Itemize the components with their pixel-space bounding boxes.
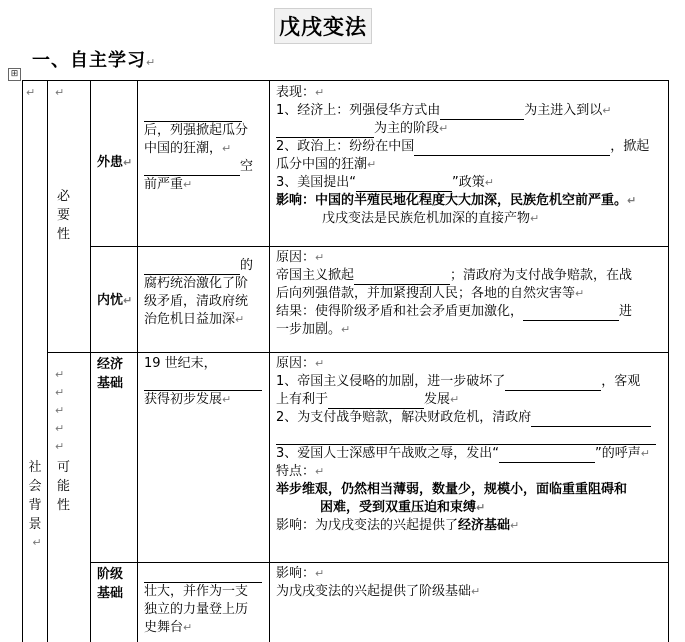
class-base-mid-line1: 壮大，并作为一支: [144, 584, 249, 599]
blank-field[interactable]: [144, 107, 242, 122]
cause-text-1: 帝国主义掀起: [276, 268, 355, 283]
row-class-base-right: [276, 565, 668, 601]
result-text-3: 一步加剧。: [276, 322, 342, 337]
external-threat-mid-line4: 前严重: [144, 177, 184, 192]
paragraph-mark: ↵: [341, 323, 351, 336]
paragraph-mark: ↵: [439, 122, 449, 135]
paragraph-mark: ↵: [55, 422, 65, 435]
col-border-1: [47, 80, 48, 642]
row-economic-base-head: [97, 355, 133, 393]
row-divider-3: [90, 562, 669, 563]
blank-field[interactable]: [144, 161, 240, 176]
section-title: [32, 46, 156, 72]
table-border-top: [22, 80, 669, 81]
external-threat-mid-line1: 后，列强掀起瓜分: [144, 123, 249, 138]
paragraph-mark: ↵: [55, 440, 65, 453]
us-policy-text-2: ”政策: [452, 175, 485, 190]
us-policy-text: 3、美国提出“: [276, 175, 357, 190]
possibility-label: [57, 458, 83, 515]
blank-field[interactable]: [144, 376, 262, 391]
economic-base-mid-line1: 19 世纪末，: [144, 356, 217, 371]
paragraph-mark: ↵: [627, 194, 637, 207]
social-background-chars: 社会背景: [28, 460, 42, 532]
paragraph-mark: ↵: [450, 393, 460, 406]
economic-cause-1b: ，客观: [601, 374, 641, 389]
paragraph-mark: ↵: [315, 465, 325, 478]
economic-cause-3b: ”的呼声: [595, 446, 641, 461]
row-economic-base-middle: [144, 355, 268, 409]
table-move-handle-icon[interactable]: ⊞: [8, 68, 21, 81]
blank-field[interactable]: [276, 123, 374, 138]
blank-field[interactable]: [499, 448, 595, 463]
page-title-text: 戊戌变法: [279, 15, 367, 39]
paragraph-mark: ↵: [367, 158, 377, 171]
manifestation-label: 表现：: [276, 85, 316, 100]
paragraph-mark: ↵: [55, 386, 65, 399]
impact-label: 影响：: [276, 193, 316, 208]
impact-text: 中国的半殖民地化程度大大加深，民族危机空前严重。: [315, 193, 628, 208]
paragraph-mark: ↵: [146, 56, 157, 69]
paragraph-mark: ↵: [510, 519, 520, 532]
row-internal-trouble-middle: [144, 257, 268, 329]
necessity-label: [57, 187, 83, 244]
paragraph-mark: ↵: [183, 178, 193, 191]
blank-field[interactable]: [505, 376, 601, 391]
necessity-text: 必要性: [57, 189, 71, 242]
internal-trouble-mid-line4: 治危机日益加深: [144, 312, 236, 327]
row-internal-trouble-head: [97, 292, 132, 310]
blank-field[interactable]: [356, 177, 452, 192]
blank-field[interactable]: [144, 568, 262, 583]
col-border-3: [137, 80, 138, 642]
internal-trouble-mid-line3: 级矛盾，清政府统: [144, 294, 249, 309]
economic-text-2: 为主进入到以: [524, 103, 603, 118]
page-title: [274, 8, 372, 44]
paragraph-mark: ↵: [484, 176, 494, 189]
row-economic-base-right: [276, 355, 668, 535]
paragraph-mark: ↵: [183, 621, 193, 634]
cause-label: 原因：: [276, 250, 316, 265]
row-external-threat-right: [276, 84, 668, 228]
col-border-4: [269, 80, 270, 642]
paragraph-mark: ↵: [476, 501, 486, 514]
blank-field[interactable]: [276, 430, 656, 445]
paragraph-mark: ↵: [575, 287, 585, 300]
row-external-threat-middle: [144, 104, 268, 194]
row-divider-1: [90, 246, 669, 247]
paragraph-mark: ↵: [55, 368, 65, 381]
paragraph-mark: ↵: [123, 156, 133, 169]
col2-top-marks: [55, 84, 64, 102]
blank-field[interactable]: [523, 306, 619, 321]
cause-text-2: ；清政府为支付战争赔款，在战: [450, 268, 633, 283]
blank-field[interactable]: [440, 105, 524, 120]
feature-label: 特点：: [276, 464, 316, 479]
economic-cause-3: 3、爱国人士深感甲午战败之辱，发出“: [276, 446, 500, 461]
internal-trouble-mid-line1: 的: [240, 258, 254, 273]
cause-text-3: 后向列强借款，并加紧搜刮人民；各地的自然灾害等: [276, 286, 576, 301]
feature-text-1: 举步维艰，仍然相当薄弱，数量少，规模小，面临重重阻碍和: [276, 482, 628, 497]
col-border-0: [22, 80, 23, 642]
col-border-5: [668, 80, 669, 642]
row-external-threat-head: [97, 154, 132, 172]
paragraph-mark: ↵: [315, 86, 325, 99]
paragraph-mark: ↵: [235, 313, 245, 326]
blank-field[interactable]: [328, 394, 424, 409]
impact-note: 戊戌变法是民族危机加深的直接产物: [322, 211, 531, 226]
external-threat-mid-line3: 空: [240, 159, 254, 174]
paragraph-mark: ↵: [222, 393, 232, 406]
economic-base-mid-line3: 获得初步发展: [144, 392, 223, 407]
economic-cause-1c: 上有利于: [276, 392, 329, 407]
paragraph-mark: ↵: [32, 536, 42, 549]
col1-marks: [26, 84, 35, 102]
result-text-2: 进: [619, 304, 633, 319]
paragraph-mark: ↵: [222, 142, 232, 155]
row-divider-2: [47, 352, 669, 353]
blank-field[interactable]: [414, 141, 610, 156]
paragraph-mark: ↵: [530, 212, 540, 225]
paragraph-mark: ↵: [640, 447, 650, 460]
economic-text: 1、经济上：列强侵华方式由: [276, 103, 441, 118]
political-text-3: 瓜分中国的狂潮: [276, 157, 368, 172]
social-background-text: [28, 458, 46, 552]
class-base-mid-line2: 独立的力量登上历: [144, 602, 249, 617]
internal-trouble-label: 内忧: [97, 293, 124, 308]
economic-impact-bold: 经济基础: [458, 518, 511, 533]
paragraph-mark: ↵: [26, 86, 36, 99]
paragraph-mark: ↵: [123, 294, 133, 307]
paragraph-mark: ↵: [315, 251, 325, 264]
class-impact-label: 影响：: [276, 566, 316, 581]
external-threat-mid-line2: 中国的狂潮，: [144, 141, 223, 156]
economic-base-label: 经济基础: [97, 357, 124, 391]
class-base-mid-line3: 史舞台: [144, 620, 184, 635]
external-threat-label: 外患: [97, 155, 124, 170]
class-base-label: 阶级基础: [97, 567, 124, 601]
paragraph-mark: ↵: [602, 104, 612, 117]
feature-text-2: 困难，受到双重压迫和束缚: [320, 500, 477, 515]
cause-label: 原因：: [276, 356, 316, 371]
economic-cause-1d: 发展: [424, 392, 451, 407]
internal-trouble-mid-line2: 腐朽统治激化了阶: [144, 276, 249, 291]
paragraph-mark: ↵: [55, 86, 65, 99]
paragraph-mark: ↵: [471, 585, 481, 598]
blank-field[interactable]: [531, 412, 651, 427]
class-impact-text: 为戊戌变法的兴起提供了阶级基础: [276, 584, 472, 599]
political-text-2: ，掀起: [610, 139, 650, 154]
political-text: 2、政治上：纷纷在中国: [276, 139, 415, 154]
section-title-text: 一、自主学习: [32, 50, 146, 71]
row-class-base-head: [97, 565, 133, 603]
blank-field[interactable]: [354, 270, 450, 285]
col2-bottom-marks: [55, 366, 85, 456]
col-border-2: [90, 80, 91, 642]
result-text-1: 结果：使得阶级矛盾和社会矛盾更加激化，: [276, 304, 524, 319]
economic-cause-2: 2、为支付战争赔款，解决财政危机，清政府: [276, 410, 532, 425]
row-internal-trouble-right: [276, 249, 668, 339]
economic-cause-1: 1、帝国主义侵略的加剧，进一步破坏了: [276, 374, 506, 389]
possibility-text: 可能性: [57, 460, 71, 513]
economic-text-3: 为主的阶段: [374, 121, 440, 136]
paragraph-mark: ↵: [315, 567, 325, 580]
paragraph-mark: ↵: [55, 404, 65, 417]
row-class-base-middle: [144, 565, 268, 637]
economic-impact-text: 影响：为戊戌变法的兴起提供了: [276, 518, 459, 533]
social-background-label: [28, 458, 46, 552]
paragraph-mark: ↵: [315, 357, 325, 370]
blank-field[interactable]: [144, 260, 240, 275]
